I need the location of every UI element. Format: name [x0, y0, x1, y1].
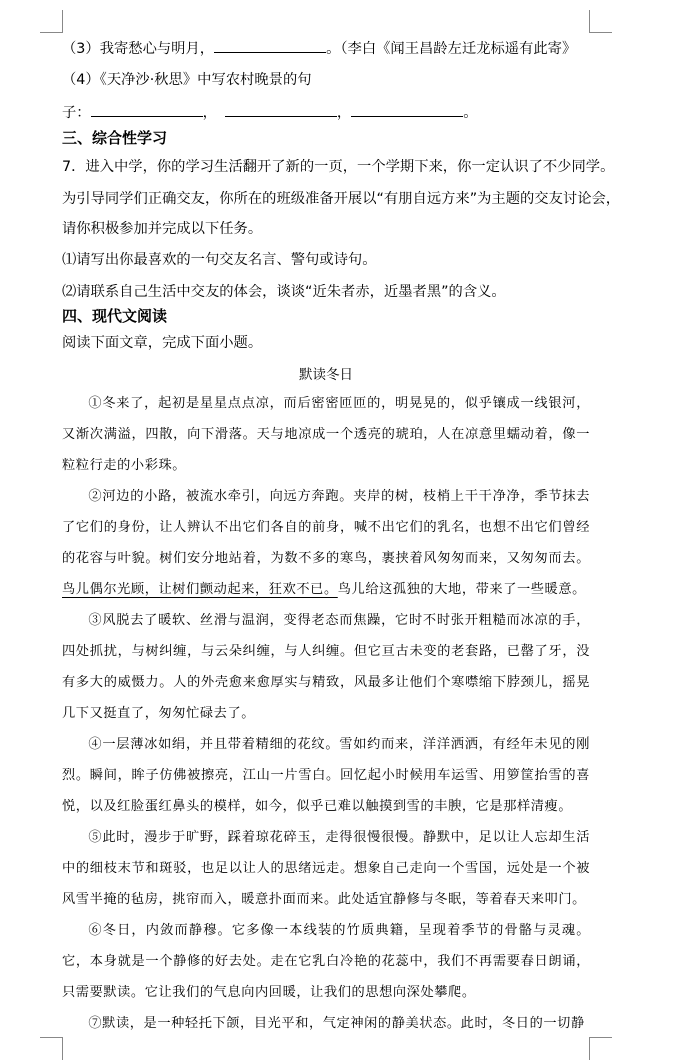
- section-4-heading: 四、现代文阅读: [62, 307, 168, 325]
- question-7-task-2: ⑵请联系自己生活中交友的体会，谈谈“近朱者赤，近墨者黑”的含义。: [62, 284, 506, 300]
- separator: ，: [336, 105, 352, 121]
- corner-mark-top-left: [40, 10, 63, 33]
- question-4-line2: [62, 102, 477, 123]
- paragraph-5: ⑤此时，漫步于旷野，踩着琼花碎玉，走得很慢很慢。静默中，足以让人忘却生活中的细枝末节和斑驳，也足以让人的思绪远走。想象自己走向一个雪国，远处是一个被风雪半掩的毡房，挑帘而入，暖意扑面而来。此处适宜静修与冬眠，等着春天来叩门。: [62, 830, 590, 907]
- question-3-suffix: 。（李白《闻王昌龄左迁龙标遥有此寄》: [326, 41, 577, 57]
- answer-blank[interactable]: [351, 102, 463, 117]
- answer-blank[interactable]: [225, 102, 337, 117]
- question-4-line1: （4）《天净沙·秋思》中写农村晚景的句: [62, 72, 312, 88]
- corner-mark-bottom-right: [589, 1037, 612, 1060]
- question-7-task-1: ⑴请写出你最喜欢的一句交友名言、警句或诗句。: [62, 252, 377, 268]
- answer-blank[interactable]: [214, 38, 326, 53]
- paragraph-6: ⑥冬日，内敛而静穆。它多像一本线装的竹质典籍，呈现着季节的骨骼与灵魂。它，本身就是一个静修的好去处。走在它乳白冷艳的花蕊中，我们不再需要春日朗诵，只需要默读。它让我们的气息向内回暖，让我们的思想向深处攀爬。: [62, 923, 590, 1000]
- question-4-prefix: 子：: [62, 105, 91, 121]
- paragraph-2-tail: 鸟儿给这孤独的大地，带来了一些暖意。: [337, 582, 586, 597]
- answer-blank[interactable]: [91, 102, 203, 117]
- section-3-heading: 三、综合性学习: [62, 129, 168, 147]
- paragraph-2: [62, 481, 590, 605]
- question-3-prefix: （3）我寄愁心与明月，: [62, 41, 215, 57]
- question-7-line: 7．进入中学，你的学习生活翻开了新的一页，一个学期下来，你一定认识了不少同学。: [62, 159, 615, 175]
- paragraph-2-text: ②河边的小路，被流水牵引，向远方奔跑。夹岸的树，枝梢上干干净净，季节抹去了它们的身份，让人辨认不出它们各自的前身，喊不出它们的乳名，也想不出它们曾经的花容与叶貌。树们安分地站着，为数不多的寒鸟，裹挟着风匆匆而来，又匆匆而去。: [62, 489, 590, 566]
- paragraph-3: ③风脱去了暖软、丝滑与温润，变得老态而焦躁，它时不时张开粗糙而冰凉的手，四处抓扰，与树纠缠，与云朵纠缠，与人纠缠。但它亘古未变的老套路，已罄了牙，没有多大的威慑力。人的外壳愈来愈厚实与精致，风最多让他们个寒噤缩下脖颈儿，摇晃几下又挺直了，匆匆忙碌去了。: [62, 613, 590, 721]
- corner-mark-bottom-left: [40, 1037, 63, 1060]
- question-7-line: 请你积极参加并完成以下任务。: [62, 221, 263, 237]
- question-3: [62, 38, 576, 59]
- paragraph-4: ④一层薄冰如绢，并且带着精细的花纹。雪如约而来，洋洋洒洒，有经年未见的刚烈。瞬间，眸子仿佛被擦亮，江山一片雪白。回忆起小时候用车运雪、用箩筐抬雪的喜悦，以及红脸蛋红鼻头的模样，如今，似乎已难以触摸到雪的丰腴，它是那样清瘦。: [62, 737, 590, 814]
- article-title: 默读冬日: [299, 367, 353, 383]
- question-7-line: 为引导同学们正确交友，你所在的班级准备开展以“有朋自远方来”为主题的交友讨论会，: [62, 191, 621, 207]
- separator: 。: [463, 105, 478, 121]
- corner-mark-top-right: [589, 10, 612, 33]
- paragraph-7: ⑦默读，是一种轻托下颌，目光平和，气定神闲的静美状态。此时，冬日的一切静: [88, 1016, 585, 1031]
- paragraph-1: ①冬来了，起初是星星点点凉，而后密密匝匝的，明晃晃的，似乎镶成一线银河，又渐次满溢，四散，向下滑落。天与地凉成一个透亮的琥珀，人在凉意里蠕动着，像一粒粒行走的小彩珠。: [62, 396, 590, 473]
- separator: ，: [202, 105, 217, 121]
- reading-instruction: 阅读下面文章，完成下面小题。: [62, 335, 263, 351]
- underlined-sentence: 鸟儿偶尔光顾，让树们颤动起来，狂欢不已。: [62, 582, 338, 597]
